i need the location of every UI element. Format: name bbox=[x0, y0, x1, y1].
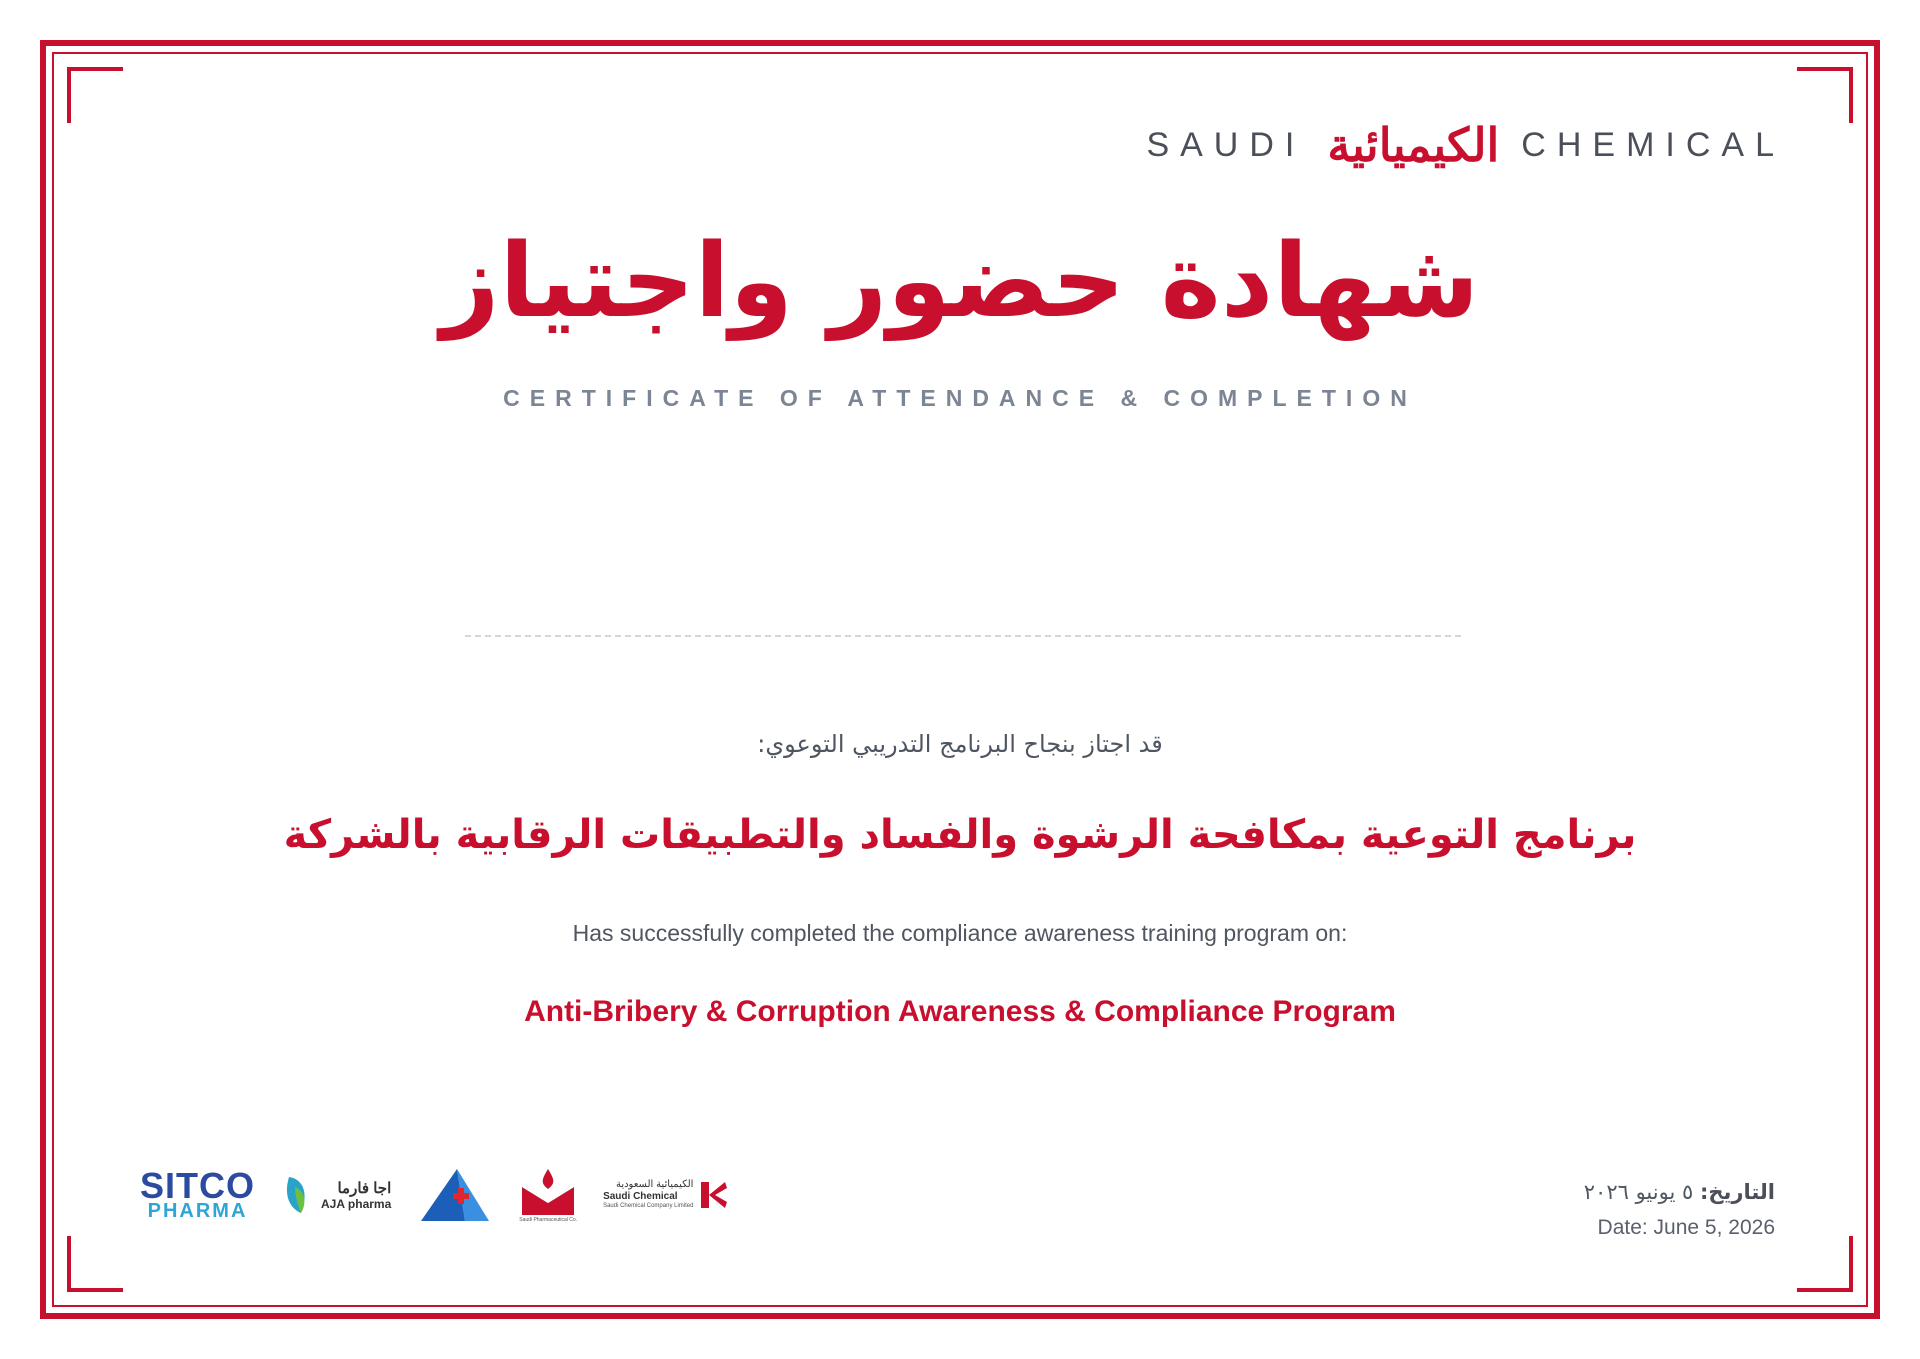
mountain-icon bbox=[417, 1165, 493, 1225]
certificate-title-arabic: شهادة حضور واجتياز bbox=[440, 222, 1480, 341]
sc-arabic-text: الكيميائية السعودية bbox=[615, 1179, 694, 1191]
corner-ornament-top-left bbox=[67, 67, 123, 123]
certificate-date bbox=[1584, 1180, 1775, 1240]
sitco-logo-text: SITCO bbox=[140, 1164, 256, 1206]
corner-ornament-top-right bbox=[1797, 67, 1853, 123]
date-english: Date: June 5, 2026 bbox=[1597, 1216, 1775, 1239]
certificate-title-english: CERTIFICATE OF ATTENDANCE & COMPLETION bbox=[503, 385, 1417, 411]
envelope-drop-icon bbox=[520, 1167, 576, 1217]
sitco-pharma-text: PHARMA bbox=[147, 1200, 248, 1223]
triangle-mountain-logo bbox=[417, 1165, 493, 1225]
aja-english-text: AJA pharma bbox=[321, 1197, 392, 1211]
completion-statement-arabic: قد اجتاز بنجاح البرنامج التدريبي التوعوي: bbox=[757, 730, 1163, 758]
date-arabic-value: ٥ يونيو ٢٠٢٦ bbox=[1583, 1180, 1694, 1204]
corner-ornament-bottom-left bbox=[67, 1236, 123, 1292]
sc-sub-text: Saudi Chemical Company Limited bbox=[603, 1203, 694, 1210]
saudi-pharmaceutical-logo bbox=[519, 1167, 577, 1223]
date-arabic-label: التاريخ: bbox=[1699, 1180, 1775, 1204]
sc-k-mark-icon bbox=[699, 1180, 729, 1210]
corner-ornament-bottom-right bbox=[1797, 1236, 1853, 1292]
completion-statement-english: Has successfully completed the compliance awareness training program on: bbox=[572, 920, 1348, 946]
sitco-pharma-logo bbox=[140, 1164, 256, 1223]
partner-logos bbox=[140, 1165, 729, 1225]
program-name-arabic: برنامج التوعية بمكافحة الرشوة والفساد والتطبيقات الرقابية بالشركة bbox=[283, 812, 1637, 858]
brand-saudi-text: SAUDI bbox=[1146, 125, 1306, 164]
saudi-pharmaceutical-caption: Saudi Pharmaceutical Co. bbox=[519, 1217, 578, 1223]
program-name-english: Anti-Bribery & Corruption Awareness & Compliance Program bbox=[524, 995, 1396, 1028]
aja-arabic-text: اجا فارما bbox=[337, 1180, 392, 1197]
sc-english-text: Saudi Chemical bbox=[603, 1191, 678, 1203]
saudi-chemical-brand bbox=[1146, 119, 1785, 171]
aja-leaf-icon bbox=[281, 1173, 313, 1217]
brand-arabic-text: الكيميائية bbox=[1327, 119, 1500, 171]
saudi-chemical-company-logo bbox=[603, 1179, 729, 1210]
brand-chemical-text: CHEMICAL bbox=[1521, 125, 1785, 164]
date-arabic bbox=[1584, 1180, 1775, 1204]
dashed-divider bbox=[465, 635, 1461, 637]
aja-pharma-logo bbox=[281, 1173, 391, 1217]
